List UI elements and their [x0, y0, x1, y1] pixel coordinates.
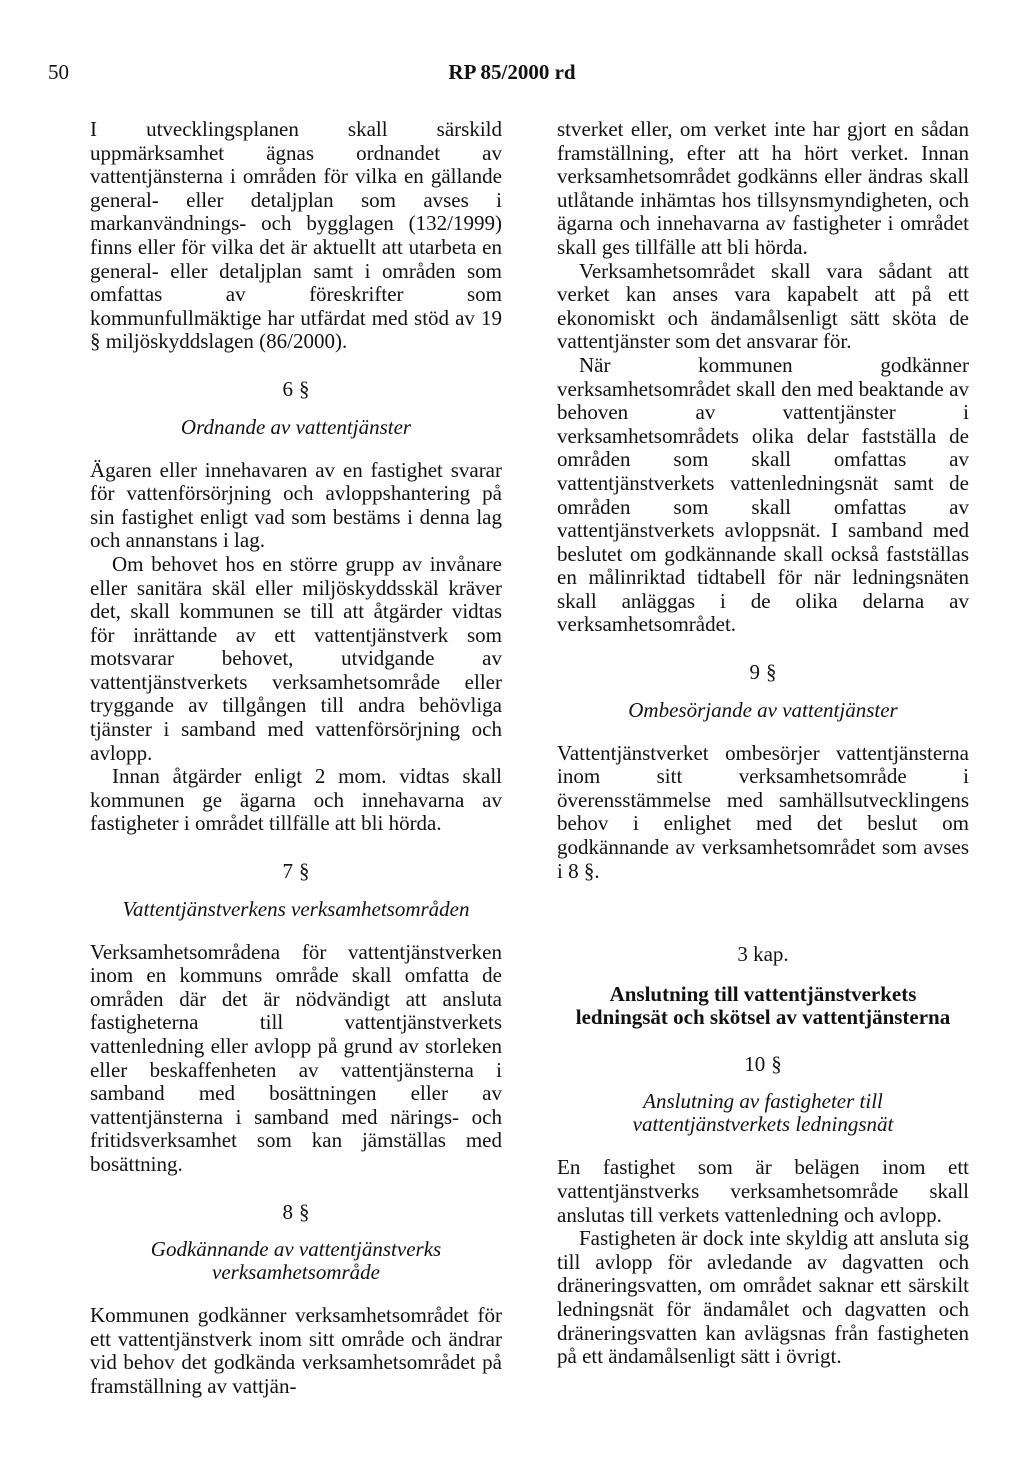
section-number: 7: [282, 859, 293, 884]
section-10-title-line-2: vattentjänstverkets ledningsnät: [632, 1112, 894, 1137]
section-number: 8: [282, 1199, 293, 1224]
page-number: 50: [48, 60, 69, 84]
section-8-title-line-2: verksamhetsområde: [212, 1260, 380, 1285]
section-6-paragraph-3: Innan åtgärder enligt 2 mom. vidtas skall kommunen ge ägarna och innehavarna av fastigheter i området tillfälle att bli hörda.: [90, 764, 502, 836]
right-column: [557, 118, 969, 1369]
section-9-title: Ombesörjande av vattentjänster: [628, 697, 898, 722]
section-6-title: Ordnande av vattentjänster: [180, 414, 412, 439]
section-symbol: §: [299, 859, 310, 884]
section-8-paragraph-continued: stverket eller, om verket inte har gjort en sådan framställning, efter att ha hört verket. Innan verksamhetsområdet godkänns eller ändras skall utlåtande inhämtas hos tillsynsmyndigheten, och ägarna och innehavarna av fastigheter i området skall ges tillfälle att bli hörda.: [557, 117, 969, 259]
section-8-paragraph-3: När kommunen godkänner verksamhetsområdet skall den med beaktande av behoven av vattentjänster i verksamhetsområdets olika delar fastställa de områden som skall omfattas av vattentjänstverkets vattenledningsnät samt de områden som skall omfattas av vattentjänstverkets avloppsnät. I samband med beslutet om godkännande skall också fastställas en målinriktad tidtabell för när ledningsnäten skall anläggas i de olika delarna av verksamhetsområdet.: [557, 352, 969, 637]
section-6-paragraph-1: Ägaren eller innehavaren av en fastighet svarar för vattenförsörjning och avloppshantering på sin fastighet enligt vad som bestäms i denna lag och annanstans i lag.: [90, 457, 502, 553]
section-symbol: §: [766, 660, 777, 685]
section-10-paragraph-2: Fastigheten är dock inte skyldig att ansluta sig till avlopp för avledande av dagvatten och dräneringsvatten, om området saknar ett särskilt ledningsnät för ändamålet och dagvatten och dräneringsvatten kan avlägsnas från fastigheten på ett ändamålsenligt sätt i övrigt.: [557, 1226, 969, 1369]
paragraph-utvecklingsplan: I utvecklingsplanen skall särskild uppmärksamhet ägnas ordnandet av vattentjänsterna i områden för vilka en gällande general- eller detaljplan som avses i markanvändnings- och bygglagen (132/1999) finns eller för vilka det är aktuellt att utarbeta en general- eller detaljplan samt i områden som omfattas av föreskrifter som kommunfullmäktige har utfärdat med stöd av 19 § miljöskyddslagen (86/2000).: [90, 117, 502, 354]
page-header: [40, 60, 984, 90]
section-8-heading: [90, 1201, 502, 1225]
chapter-title-line-1: Anslutning till vattentjänstverkets: [609, 981, 917, 1006]
section-number: 10: [744, 1051, 766, 1076]
section-number: 6: [282, 376, 293, 401]
section-symbol: §: [299, 376, 310, 401]
chapter-title-line-2: ledningsät och skötsel av vattentjänsterna: [575, 1004, 951, 1029]
section-8-title: [90, 1238, 502, 1284]
document-reference: RP 85/2000 rd: [448, 60, 576, 84]
section-10-title-line-1: Anslutning av fastigheter till: [643, 1089, 883, 1114]
section-7-heading: [90, 860, 502, 884]
section-8-paragraph-1: Kommunen godkänner verksamhetsområdet för ett vattentjänstverk inom sitt område och ändrar vid behov det godkända verksamhetsområdet på framställning av vattjän-: [90, 1303, 502, 1398]
section-symbol: §: [299, 1199, 310, 1224]
section-7-paragraph-1: Verksamhetsområdena för vattentjänstverken inom en kommuns område skall omfatta de områden där det är nödvändigt att ansluta fastigheterna till vattentjänstverkets vattenledning eller avlopp på grund av storleken eller beskaffenheten av vattentjänsterna i samband med bosättningen eller av vattentjänsterna i samband med närings- och fritidsverksamhet som kan jämställas med bosättning.: [90, 939, 502, 1176]
section-7-title: Vattentjänstverkens verksamhetsområden: [122, 896, 470, 921]
section-10-heading: [557, 1053, 969, 1077]
chapter-title: [557, 983, 969, 1029]
section-10-paragraph-1: En fastighet som är belägen inom ett vattentjänstverks verksamhetsområde skall anslutas till verkets vattenledning och avlopp.: [557, 1155, 969, 1227]
section-8-paragraph-2: Verksamhetsområdet skall vara sådant att verket kan anses vara kapabelt att på ett ekonomiskt och ändamålsenligt sätt sköta de vattentjänster som det ansvarar för.: [557, 258, 969, 354]
section-8-title-line-1: Godkännande av vattentjänstverks: [150, 1237, 442, 1262]
section-symbol: §: [771, 1051, 782, 1076]
chapter-number: 3 kap.: [737, 942, 789, 967]
section-9-paragraph-1: Vattentjänstverket ombesörjer vattentjänsterna inom sitt verksamhetsområde i överensstämmelse med samhällsutvecklingens behov i enlighet med det beslut om godkännande av verksamhetsområdet som avses i 8 §.: [557, 740, 969, 883]
section-10-title: [557, 1090, 969, 1136]
section-6-heading: [90, 378, 502, 402]
section-9-heading: [557, 661, 969, 685]
section-6-paragraph-2: Om behovet hos en större grupp av invånare eller sanitära skäl eller miljöskyddsskäl kräver det, skall kommunen se till att åtgärder vidtas för inrättande av ett vattentjänstverk som motsvarar behovet, utvidgande av vattentjänstverkets verksamhetsområde eller tryggande av tillgången till andra behövliga tjänster i samband med vattenförsörjning och avlopp.: [90, 551, 502, 765]
section-number: 9: [749, 660, 760, 685]
left-column: [90, 118, 502, 1399]
